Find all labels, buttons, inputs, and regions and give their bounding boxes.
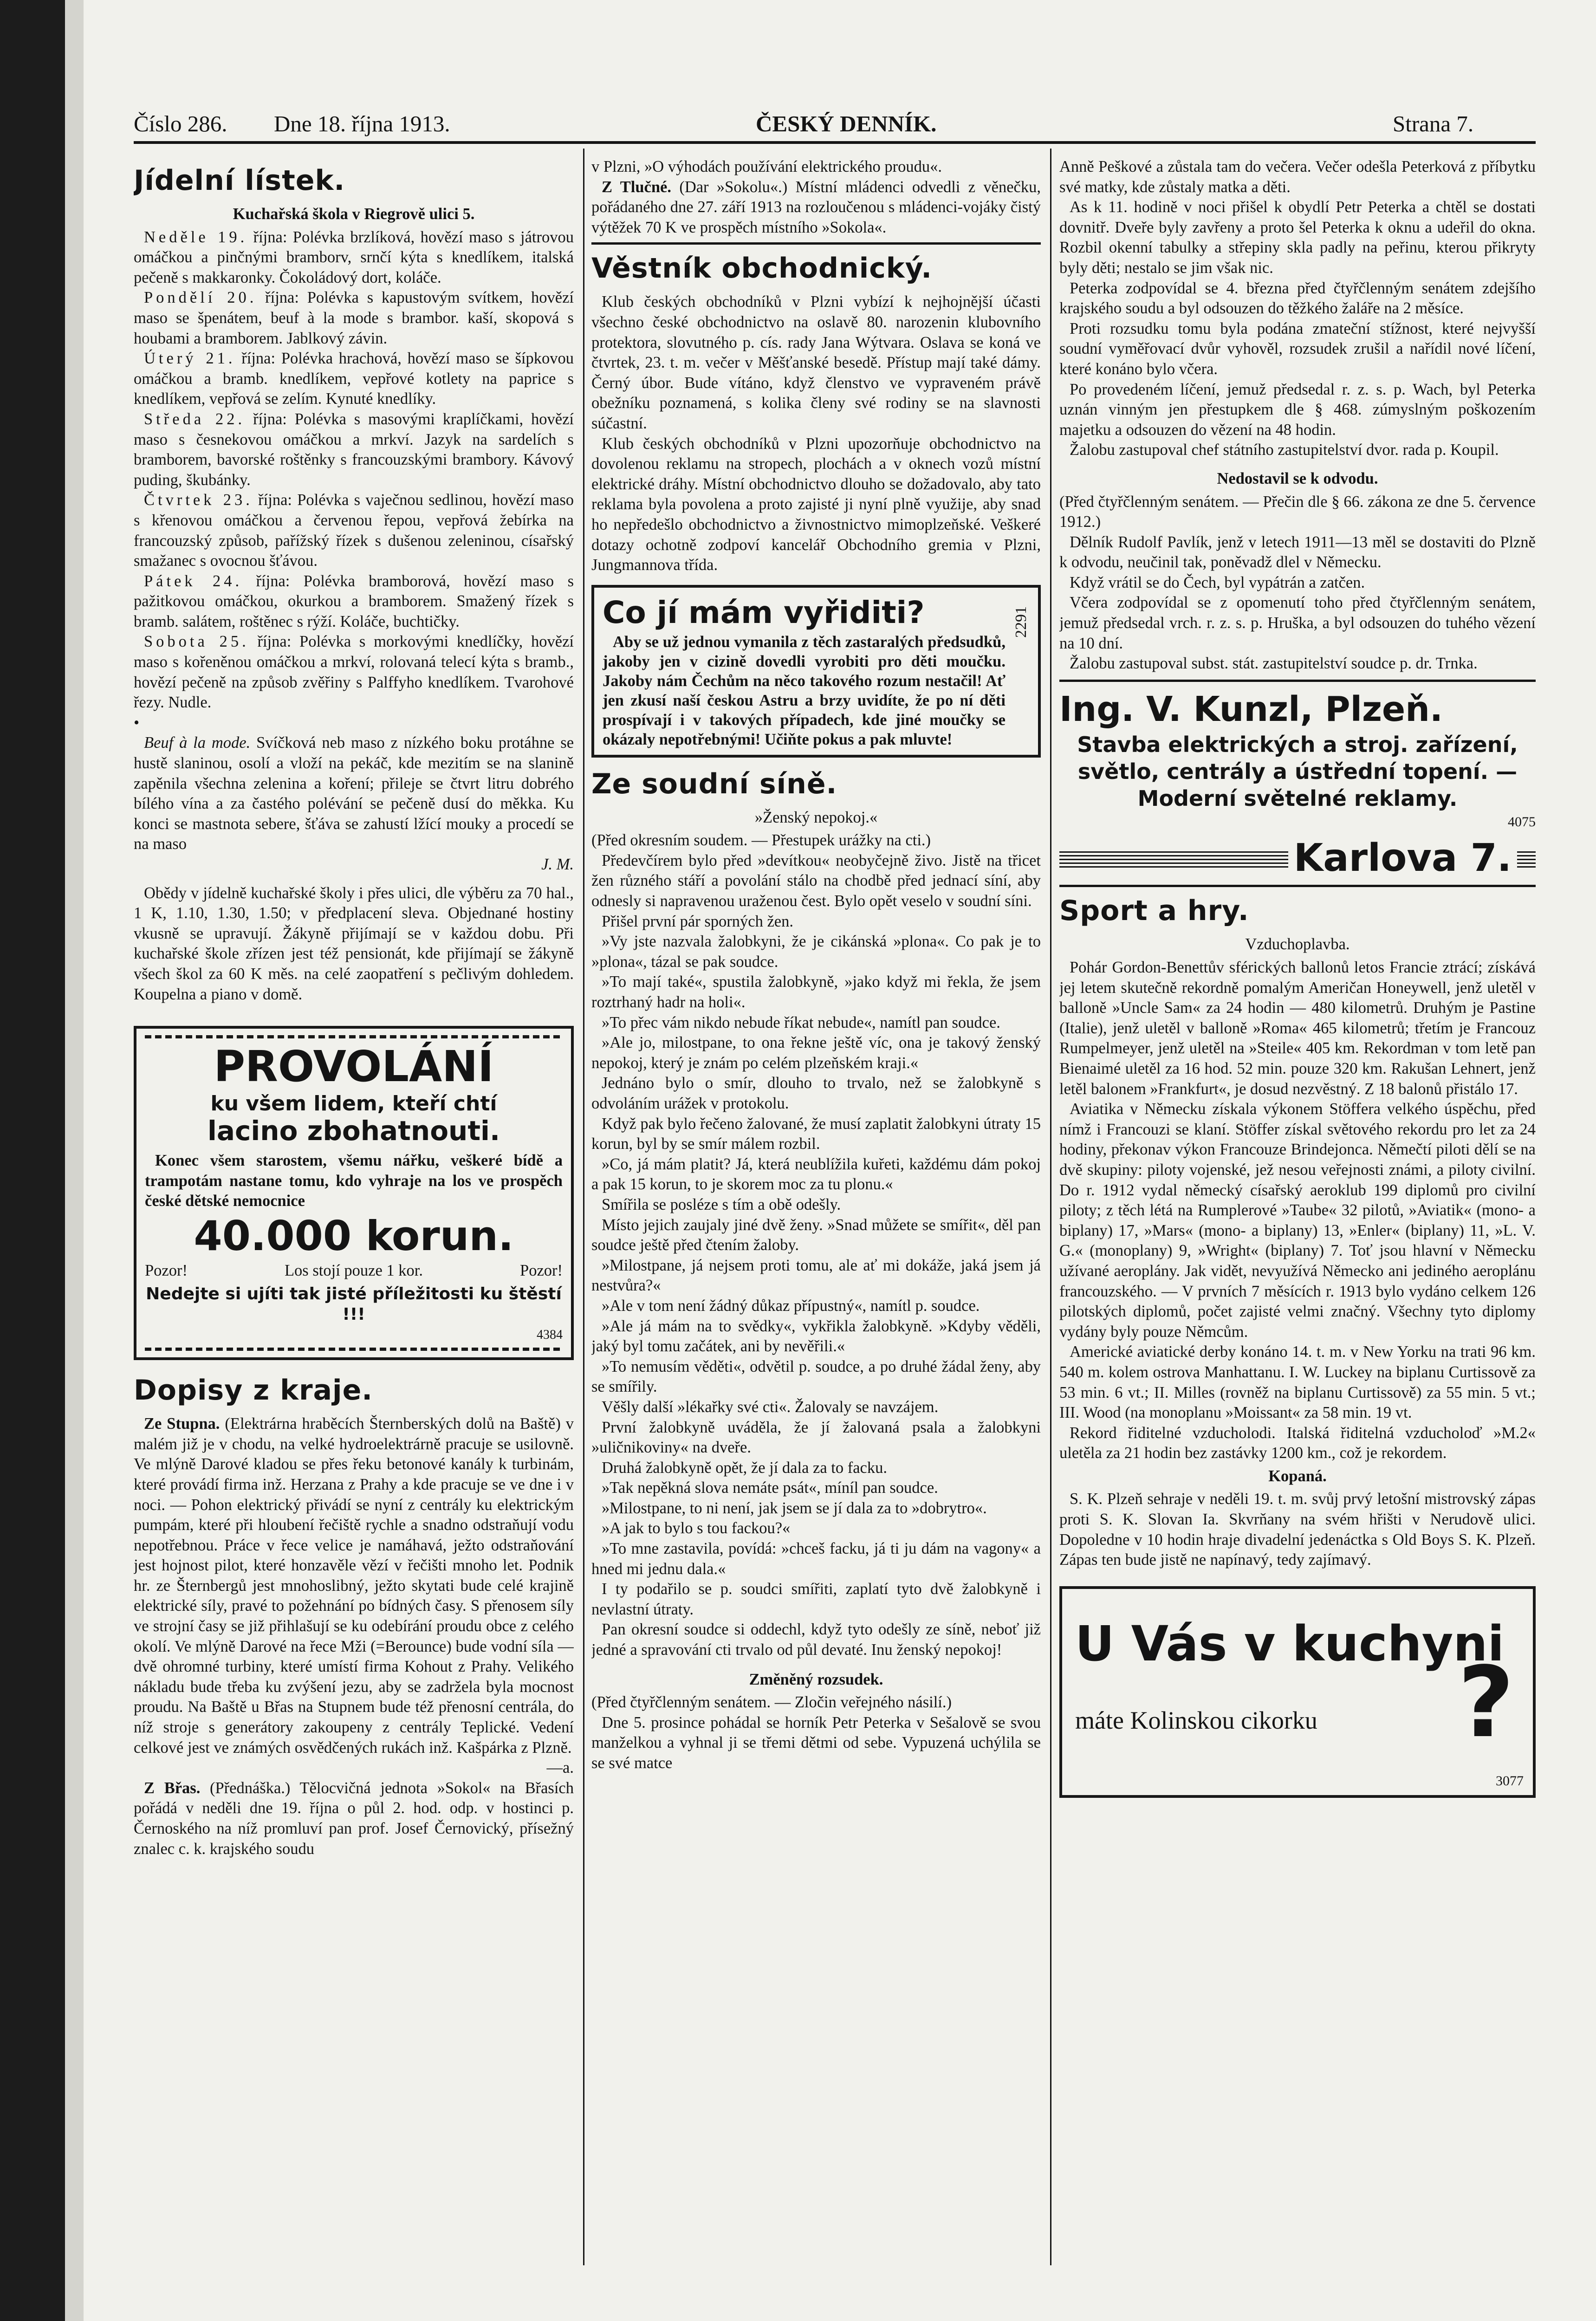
peterka-paragraph-2: As k 11. hodině v noci přišel k obydlí Petr Peterka a chtěl se dostati dovnitř. Dveře byly zavřeny a proto šel Peterka k oknu a udeřil do okna. Rozbil okenní tabulky a střepiny skla padly na peřinu, kterou přikryty byly děti; nestalo se jim však nic.: [1059, 198, 1536, 277]
soud-paragraph: Druhá žalobkyně opět, že jí dala za to facku.: [602, 1459, 887, 1477]
soud-heading: Ze soudní síně.: [591, 767, 837, 800]
astra-ad-text: Aby se už jednou vymanila z těch zastaralých předsudků, jakoby jen v cizině dovedli vyrobiti pro děti moučku. Jakoby nám Čechům na něco takového rozum nestačil! Ať jen zkusí naší českou Astru a brzy uvidíte, že po ní děti prospívají i v takových případech, kde jiné moučky se okázaly nepotřebnými! Učiňte pokus a pak mluvte!: [603, 633, 1006, 748]
soud-paragraph: »Vy jste nazvala žalobkyni, že je cikánská »plona«. Co pak je to »plona«, tázal se pak soudce.: [591, 933, 1041, 971]
provolani-ad-number: 4384: [537, 1327, 563, 1342]
astra-ad-number: 2291: [1012, 606, 1030, 638]
col2-continuation: v Plzni, »O výhodách používání elektrického proudu«.: [591, 158, 942, 175]
issue-number: Číslo 286.: [134, 111, 227, 136]
vzduchoplavba-subheading: Vzduchoplavba.: [1245, 935, 1350, 953]
page-left-edge: [65, 0, 84, 2321]
provolani-body: Konec všem starostem, všemu nářku, veškeré bídě a trampotám nastane tomu, kdo vyhraje na los ve prospěch české dětské nemocnice: [145, 1152, 563, 1210]
provolani-footer: Nedejte si ujíti tak jisté příležitosti ku štěstí !!!: [146, 1284, 562, 1324]
column-rule-2: [1050, 149, 1051, 2265]
page-number: Strana 7.: [1393, 111, 1474, 136]
peterka-paragraph-6: Žalobu zastupoval chef státního zastupitelství dvor. rada p. Koupil.: [1070, 441, 1499, 459]
soud-paragraph: »To přec vám nikdo nebude říkat nebude«, namítl pan soudce.: [602, 1013, 1000, 1031]
soud-paragraph: První žalobkyně uváděla, že jí žalovaná psala a žalobkyni »uličnikoviny« na dveře.: [591, 1418, 1041, 1457]
cikorka-ad-title: U Vás v kuchyni: [1075, 1615, 1505, 1672]
header-rule: [134, 141, 1536, 144]
provolani-pozor-right: Pozor!: [520, 1261, 563, 1279]
kunzl-ad-text: Stavba elektrických a stroj. zařízení, světlo, centrály a ústřední topení. — Moderní světelné reklamy.: [1077, 732, 1518, 811]
recipe-signature: J. M.: [541, 856, 574, 873]
soud-subheading-2: (Před okresním soudem. — Přestupek urážky na cti.): [591, 831, 931, 849]
soud-paragraph: »Ale já mám na to svědky«, vykřikla žalobkyně. »Kdyby věděli, jaký byl tomu začátek, ani by nevěřili.«: [591, 1317, 1041, 1355]
masthead: ČESKÝ DENNÍK.: [756, 111, 937, 136]
peterka-paragraph-3: Peterka zodpovídal se 4. března před čtyřčlenným senátem zdejšího krajského soudu a byl odsouzen do těžkého žaláře na 2 měsíce.: [1059, 279, 1536, 318]
column-2: [591, 157, 1041, 2278]
cikorka-ad-number: 3077: [1496, 1773, 1524, 1789]
sport-paragraph-1: Pohár Gordon-Benettův sférických ballonů letos Francie ztrácí; získává jej letem skutečně rekordně pomalým Američan Honeywell, jenž uletěl v balloně »Uncle Sam« za 24 hodin — 480 kilometrů. Druhým je Pastine (Italie), jenž uletěl v balloně »Roma« 465 kilometrů; třetím je Francouz Rumpelmeyer, jenž uletěl na »Steile« 405 km. Rekordman v tom letě pan Bienaimé uletěl za 16 hod. 52 min. pouze 320 km. Rakušan Lehnert, jenž letěl balonem »Frankfurt«, je dosud nezvěstný. Z 18 balonů přistálo 17.: [1059, 959, 1536, 1098]
bullet-separator: •: [134, 713, 140, 732]
soud-paragraph: »To mají také«, spustila žalobkyně, »jako když mi řekla, že jsem roztrhaný hadr na holi«.: [591, 973, 1041, 1011]
soud-subheading: »Ženský nepokoj.«: [754, 808, 878, 826]
soud-paragraph: Když pak bylo řečeno žalované, že musí zaplatit žalobkyni útraty 15 korun, byl by se smír málem rozbil.: [591, 1115, 1041, 1153]
provolani-pozor-left: Pozor!: [145, 1261, 188, 1279]
soud-paragraph: Smířila se posléze s tím a obě odešly.: [602, 1195, 841, 1213]
menu-day: Pátek 24. října: Polévka bramborová, hovězí maso s pažitkovou omáčkou, okurkou a bramborem. Smažený řízek s bramb. salátem, roštěnec s rýží. Koláče, buchtičky.: [134, 572, 574, 630]
zmeneny-subheading: (Před čtyřčlenným senátem. — Zločin veřejného násilí.): [591, 1693, 952, 1712]
cikorka-question-mark: ?: [1458, 1645, 1514, 1759]
issue-date: Dne 18. října 1913.: [274, 111, 450, 136]
provolani-line-2: lacino zbohatnouti.: [208, 1115, 500, 1147]
astra-ad-title: Co jí mám vyřiditi?: [603, 594, 925, 630]
column-rule-1: [583, 149, 584, 2265]
column-3: [1059, 157, 1536, 2278]
provolani-title: PROVOLÁNÍ: [214, 1042, 494, 1092]
pavlik-paragraph-2: Když vrátil se do Čech, byl vypátrán a zatčen.: [1070, 573, 1365, 591]
col3-continuation: Anně Peškové a zůstala tam do večera. Večer odešla Peterková z příbytku své matky, kde zůstaly matka a děti.: [1059, 158, 1536, 196]
soud-paragraph: »Tak nepěkná slova nemáte psát«, míníl pan soudce.: [602, 1479, 938, 1497]
astra-ad: [591, 585, 1041, 758]
vestnik-paragraph-2: Klub českých obchodníků v Plzni upozorňuje obchodnictvo na dovolenou reklamu na stropech, plochách a v oknech vozů místní elektrické dráhy. Místní obchodnictvo dlouho se dožadovalo, aby tato reklama byla povolena a proto zajisté ji nyní plně využije, aby snad ho nepředešlo obchodnictvo a živnostnictvo mimoplzeňské. Veškeré dotazy ochotně zodpoví kancelář Obchodního gremia v Plzni, Jungmannova třída.: [591, 434, 1041, 574]
karlova-ad-text: Karlova 7.: [1293, 836, 1512, 881]
peterka-paragraph-4: Proti rozsudku tomu byla podána zmateční stížnost, které nejvyšší soudní vyměřovací dvůr vyhověl, rozsudek zrušil a nařídil nové líčení, které konáno bylo včera.: [1059, 319, 1536, 378]
menu-subheading: Kuchařská škola v Riegrově ulici 5.: [233, 205, 475, 223]
soud-paragraph: Pan okresní soudce si oddechl, když tyto odešly ze síně, neboť již jedné a spravování cti trvalo od půl devaté. Inu ženský nepokoj!: [591, 1621, 1041, 1659]
soud-paragraph: »Ale v tom není žádný důkaz přípustný«, namítl p. soudce.: [602, 1297, 980, 1315]
provolani-amount: 40.000 korun.: [194, 1212, 514, 1260]
pavlik-paragraph-3: Včera zodpovídal se z opomenutí toho před čtyřčlenným senátem, jemuž předsedal vrch. r. z. s. p. Hruška, a byl odsouzen do tuhého vězení na 10 dní.: [1059, 594, 1536, 652]
sport-heading: Sport a hry.: [1059, 895, 1249, 927]
sport-paragraph-5: S. K. Plzeň sehraje v neděli 19. t. m. svůj prvý letošní mistrovský zápas proti S. K. Slovan Ia. Skvrňany na svém hřišti v Nerudově ulici. Dopoledne v 10 hodin hraje divadelní jedenáctka s Old Boys S. K. Plzeň. Zápas ten bude jistě ne napínavý, tedy zajímavý.: [1059, 1490, 1536, 1569]
nedostavil-heading: Nedostavil se k odvodu.: [1217, 469, 1378, 487]
soud-paragraph: Věšly další »lékařky své cti«. Žalovaly se navzájem.: [602, 1398, 939, 1416]
vestnik-heading: Věstník obchodnický.: [591, 252, 933, 285]
column-1: [134, 157, 574, 2278]
newspaper-page: [65, 0, 1596, 2321]
soud-paragraph: Místo jejich zaujaly jiné dvě ženy. »Snad můžete se smířit«, děl pan soudce ještě před čtením žaloby.: [591, 1216, 1041, 1254]
menu-day: Čtvrtek 23. října: Polévka s vaječnou sedlinou, hovězí maso s křenovou omáčkou a červenou řepou, vepřová žebírka na francouzský způsob, pařížský řízek s dušenou zeleninou, císařský smažanec s ovocnou šťávou.: [134, 491, 574, 570]
soud-paragraph: »Ale jo, milostpane, to ona řekne ještě víc, ona je takový ženský nepokoj, který je znám po celém plzeňském kraji.«: [591, 1034, 1041, 1072]
menu-day: Pondělí 20. října: Polévka s kapustovým svítkem, hovězí maso se špenátem, beuf à la mode s brambor. kaší, skopová s houbami a bramborem. Jablkový závin.: [134, 289, 574, 347]
soud-paragraph: Předevčírem bylo před »devítkou« neobyčejně živo. Jistě na třicet žen různého stáří a povolání stálo na chodbě před jednací síní, aby odnesly si napravenou uraženou čest. Bylo opět veselo v soudní síni.: [591, 851, 1041, 910]
tlucne-report: Z Tlučné. (Dar »Sokolu«.) Místní mládenci odvedli z věnečku, pořádaného dne 27. září 1913 na rozloučenou s mládenci-vojáky čistý výtěžek 70 K ve prospěch místního »Sokola«.: [591, 178, 1041, 236]
peterka-paragraph-5: Po provedeném líčení, jemuž předsedal r. z. s. p. Wach, byl Peterka uznán vinným jen přestupkem dle § 468. zúmyslným poškozením majetku a odsouzen do vězení na 48 hodin.: [1059, 380, 1536, 439]
recipe-paragraph: Beuf à la mode. Svíčková neb maso z nízkého boku protáhne se hustě slaninou, osolí a vloží na pekáč, kde mezitím se na slanině zapěnila všechna zelenina a koření; přileje se čtvrt litru dobrého bílého vína a za častého polévání se pečeně dusí do měkka. Ku konci se mastnota sebere, šťáva se zahustí lžící mouky a procedí se na maso: [134, 734, 574, 853]
soud-paragraph: »Co, já mám platit? Já, která neublížila kuřeti, každému dám pokoj a pak 15 korun, to je skorem moc za tu plonu.«: [591, 1155, 1041, 1193]
bras-report: Z Břas. (Přednáška.) Tělocvičná jednota »Sokol« na Břasích pořádá v neděli dne 19. října o půl 2. hod. odp. v hostinci p. Černoského na níž promluví pan prof. Josef Černovický, přísežný znalec c. k. krajského soudu: [134, 1779, 574, 1858]
cikorka-ad-text: máte Kolinskou cikorku: [1075, 1706, 1317, 1734]
nedostavil-subheading: (Před čtyřčlenným senátem. — Přečin dle § 66. zákona ze dne 5. července 1912.): [1059, 493, 1536, 531]
pavlik-paragraph-4: Žalobu zastupoval subst. stát. zastupitelství soudce p. dr. Trnka.: [1070, 655, 1478, 673]
menu-heading: Jídelní lístek.: [134, 164, 345, 197]
soud-paragraph: Přišel první pár sporných žen.: [602, 912, 793, 930]
provolani-line-1: ku všem lidem, kteří chtí: [210, 1092, 497, 1116]
soud-paragraph: »To mne zastavila, povídá: »chceš facku, já ti ju dám na vagony« a hned mi jednu dala.«: [591, 1540, 1041, 1578]
menu-day: Sobota 25. října: Polévka s morkovými knedlíčky, hovězí maso s kořeněnou omáčkou a mrkví, rolovaná telecí kýta s bramb., hovězí pečeně na způsob zvěřiny s Palffyho knedlíkem. Tvarohové řezy. Nudle.: [134, 633, 574, 712]
soud-paragraph: »Milostpane, já nejsem proti tomu, ale ať mi dokáže, jaká jsem já nestvůra?«: [591, 1256, 1041, 1295]
obedy-paragraph: Obědy v jídelně kuchařské školy i přes ulici, dle výběru za 70 hal., 1 K, 1.10, 1.30, 1.50; v předplacení sleva. Objednané hostiny vkusně se upravují. Žákyně přijímají se v každou dobu. Při kuchařské škole zřízen jest též pensionát, kde přijímají se žákyně všech škol za 60 K měs. na celé zaopatření s pečlivým dohledem. Koupelna a piano v domě.: [134, 884, 574, 1003]
soud-paragraph: »A jak to bylo s tou fackou?«: [602, 1519, 791, 1537]
kopana-subheading: Kopaná.: [1268, 1467, 1327, 1485]
cikorka-ad: [1059, 1586, 1536, 1798]
kunzl-ad-number: 4075: [1508, 814, 1536, 830]
soud-paragraphs: [591, 851, 1041, 1660]
provolani-ad: [134, 1026, 574, 1360]
provolani-price: Los stojí pouze 1 kor.: [284, 1261, 423, 1279]
soud-paragraph: »To nemusím věděti«, odvětil p. soudce, a po druhé žádal ženy, aby se smířily.: [591, 1357, 1041, 1396]
soud-paragraph: »Milostpane, to ni není, jak jsem se jí dala za to »dobrytro«.: [602, 1499, 987, 1517]
dopisy-heading: Dopisy z kraje.: [134, 1374, 373, 1407]
sport-paragraph-4: Rekord řiditelné vzducholodi. Italská řiditelná vzducholoď »M.2« uletěla za 21 hodin bez zastávky 1200 km., což je rekordem.: [1059, 1424, 1536, 1462]
stupno-signature: —a.: [546, 1759, 574, 1777]
stupno-report: Ze Stupna. (Elektrárna hraběcích Šternberských dolů na Baště) v malém již je v chodu, na velké hydroelektrárně pracuje se usilovně. Ve mlýně Darové kladou se přes řeku betonové kanály k turbinám, které provádí firma inž. Herzana z Prahy a kde pracuje se ve dne i v noci. — Pohon elektrický přivádí se nyní z centrály ku elektrickým pumpám, které při hloubení řečiště rychle a snadno odstraňují vodu nepotřebnou. Práce v řece velice je namáhavá, ježto odstraňování jest hojnost pilot, které honzavěle vězí v řečišti mnoho let. Podnik hr. ze Šternbergů jest mnohoslibný, ježto skytati bude celé krajině elektrické síly, pravé to požehnání po bídných časy. S přenosem síly ve strojní časy se již přihlašují se ku odebírání proudu obce z celého okolí. Ve mlýně Darové na řece Mži (=Berounce) bude vodní síla — dvě ohromné turbiny, které umístí firma Kohout z Prahy. Velikého nákladu bude třeba ku zvýšení jezu, aby se zadržela byla mocnost proudu. Na Baště u Břas na Stupnem bude též přenosní centrála, do níž stroje s generátory zakoupeny z centrály Teplické. Vedení celkové jest ve známých osvědčených rukách inž. Kašpárka z Plzně.: [134, 1415, 574, 1757]
zmeneny-heading: Změněný rozsudek.: [749, 1670, 883, 1688]
menu-day: Úterý 21. října: Polévka hrachová, hovězí maso se šípkovou omáčkou a bramb. knedlíkem, vepřové kotlety na paprice s knedlíkem, vepřová se zelím. Kynuté knedlíky.: [134, 350, 574, 408]
kunzl-ad-title: Ing. V. Kunzl, Plzeň.: [1059, 689, 1443, 729]
vestnik-paragraph-1: Klub českých obchodníků v Plzni vybízí k nejhojnější účasti všechno české obchodnictvo na oslavě 80. narozenin klubovního protektora, slovutného p. cís. rady Jana Wýtvara. Oslava se koná ve čtvrtek, 23. t. m. večer v Měšťanské besedě. Přístup mají také dámy. Černý úbor. Bude vítáno, když členstvo ve vypraveném právě obežníku poznamená, s kolika členy své rodiny se na slavnosti súčastní.: [591, 293, 1041, 432]
soud-paragraph: Jednáno bylo o smír, dlouho to trvalo, než se žalobkyně s odvoláním urážek v protokolu.: [591, 1074, 1041, 1112]
karlova-ad: [1059, 836, 1536, 881]
pavlik-paragraph-1: Dělník Rudolf Pavlík, jenž v letech 1911—13 měl se dostaviti do Plzně k odvodu, neučinil tak, poněvadž dlel v Německu.: [1059, 533, 1536, 571]
sport-paragraph-3: Americké aviatické derby konáno 14. t. m. v New Yorku na trati 96 km. 540 m. kolem ostrova Manhattanu. I. W. Luckey na biplanu Curtissově za 53 min. 6 vt.; II. Milles (rovněž na biplanu Curtissově) za 55 min. 5 vt.; III. Wood (na monoplanu »Moissant« za 58 min. 19 vt.: [1059, 1343, 1536, 1422]
zmeneny-paragraph: Dne 5. prosince pohádal se horník Petr Peterka v Sešalově se svou manželkou a vyhnal ji se třemi dětmi od sebe. Vypuzená uchýlila se se své matce: [591, 1713, 1041, 1772]
sport-paragraph-2: Aviatika v Německu získala výkonem Stöffera velkého úspěchu, před nímž i Francouzi se klaní. Stöffer získal světového rekordu pro let za 24 hodiny, překonav výkon Francouze Brindejonca. Němečtí piloti dělí se na dvě skupiny: piloty vojenské, jež nesou veřejnosti známi, a piloty civilní. Do r. 1912 vydal německý císařský aeroklub 199 diplomů pro civilní piloty; z těch létá na Rumplerové »Taube« 32 pilotů, »Aviatik« (mono- a biplany) 17, »Mars« (mono- a biplany) 13, »Enler« (biplany) 11, »L. V. G.« (monoplany) 9, »Wright« (biplany) 7. Toť jsou hlavní v Německu užívané aeroplány. Jak vidět, nevyužívá Německo ani jediného aeroplánu francouzského. — V prvních 7 měsících r. 1913 bylo vydáno celkem 126 pilotských diplomů, počet zajisté velmi značný. Všechny tyto diplomy vydány byly pouze Němcům.: [1059, 1100, 1536, 1341]
menu-day: Neděle 19. října: Polévka brzlíková, hovězí maso s játrovou omáčkou a pinčnými bramborv, srnčí kýta s knedlíkem, italská pečeně s makkaronky. Čokoládový dort, koláče.: [134, 228, 574, 286]
soud-paragraph: I ty podařilo se p. soudci smířiti, zaplatí tyto dvě žalobkyně i nevlastní útraty.: [591, 1580, 1041, 1618]
menu-day: Středa 22. října: Polévka s masovými kraplíčkami, hovězí maso s česnekovou omáčkou a mrkví. Jazyk na sardelích s bramborem, bavorské roštěnky s francouzskými brambory. Kávový puding, škubánky.: [134, 410, 574, 489]
